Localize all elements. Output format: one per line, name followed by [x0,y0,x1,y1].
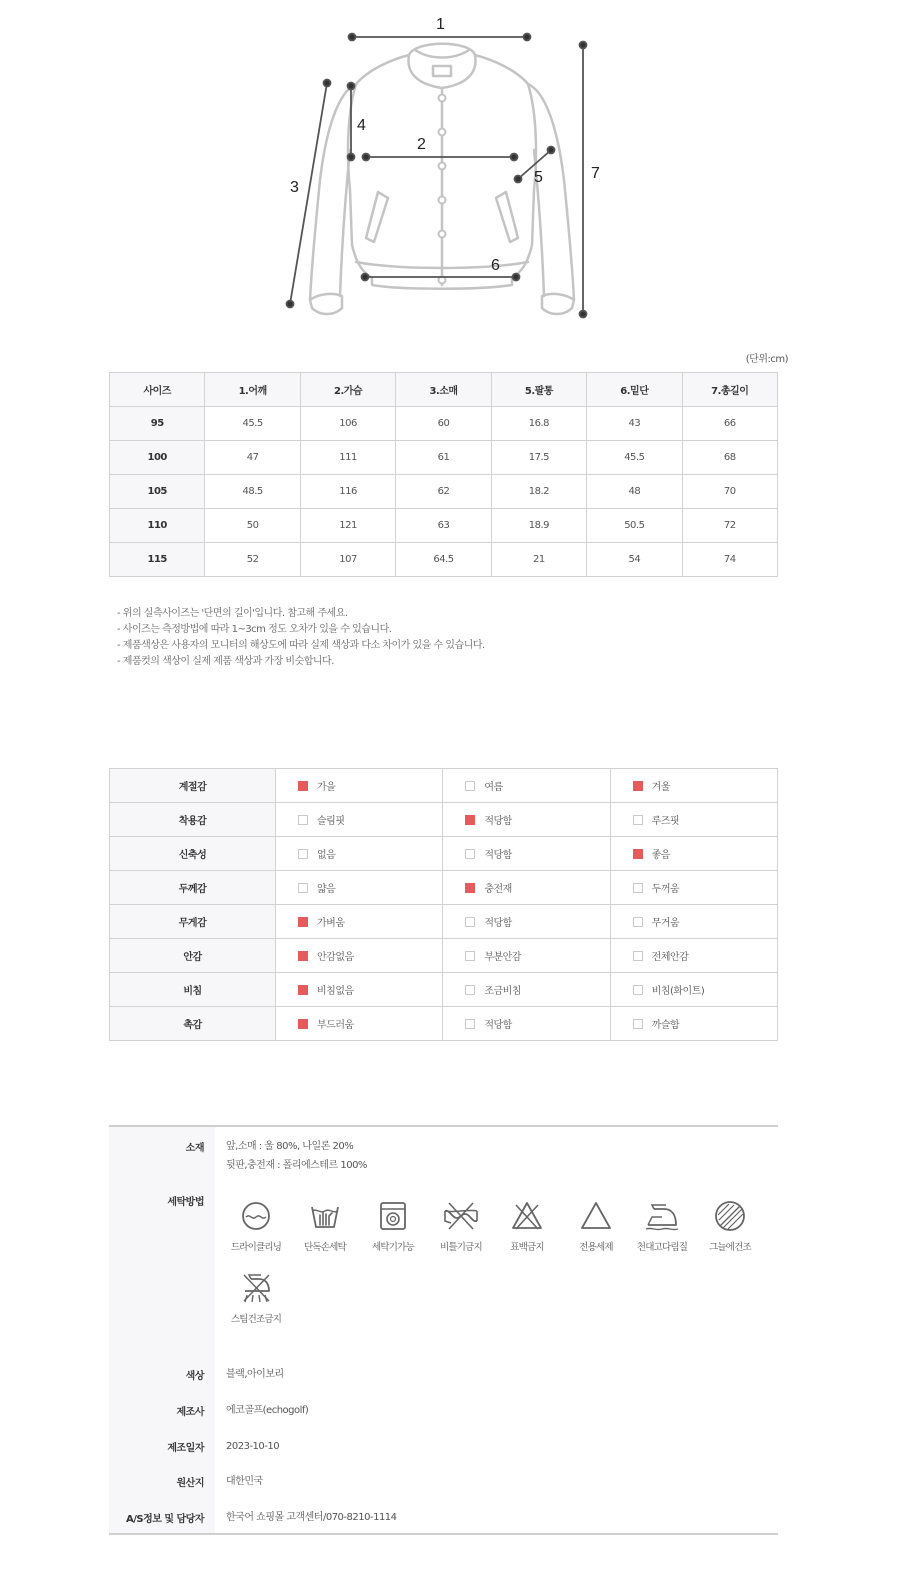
feel-option [298,778,442,793]
table-row [110,1007,778,1041]
size-header-cell: 6.밑단 [587,373,682,407]
size-cell: 110 [110,509,205,543]
feel-row-label: 신축성 [110,837,276,871]
unchecked-box-icon [298,883,308,893]
note-item: - 사이즈는 측정방법에 따라 1~3cm 정도 오차가 있을 수 있습니다. [117,624,392,635]
material-line: 뒷판,충전재 : 폴리에스테르 100% [226,1160,367,1171]
unchecked-box-icon [298,815,308,825]
feel-option-cell [443,1007,610,1041]
size-cell: 115 [110,543,205,577]
iron-with-cloth-icon [642,1199,682,1233]
care-item [221,1199,291,1253]
size-table [109,372,778,577]
unchecked-box-icon [633,985,643,995]
care-item [221,1271,291,1325]
feel-option-cell [276,769,443,803]
feel-option [465,778,609,793]
maker-label: 제조사 [176,1407,204,1418]
feel-option-cell [610,905,777,939]
feel-option-cell [443,939,610,973]
feel-option [633,778,777,793]
feel-option [465,812,609,827]
feel-option-label: 가벼움 [317,918,345,929]
color-value: 블랙,아이보리 [226,1369,284,1380]
date-value: 2023-10-10 [226,1441,280,1452]
table-row [110,407,778,441]
product-info [109,1125,778,1535]
measure-cell: 52 [205,543,300,577]
feel-option [465,880,609,895]
unchecked-box-icon [633,917,643,927]
measure-cell: 111 [300,441,395,475]
feel-option-cell [610,837,777,871]
care-item-label: 단독손세탁 [304,1242,346,1253]
care-item-label: 표백금지 [510,1242,544,1253]
feel-row-label: 촉감 [110,1007,276,1041]
size-header-cell: 1.어깨 [205,373,300,407]
size-cell: 105 [110,475,205,509]
measure-cell: 17.5 [491,441,586,475]
measure-cell: 60 [396,407,491,441]
unchecked-box-icon [298,849,308,859]
feel-option [465,1016,609,1031]
feel-option-label: 겨울 [651,782,670,793]
unit-note: (단위:cm) [745,354,788,365]
table-row [110,973,778,1007]
maker-value: 에코골프(echogolf) [226,1405,309,1416]
measure-cell: 106 [300,407,395,441]
feel-option-label: 적당함 [484,1020,512,1031]
feel-option-cell [610,973,777,1007]
unchecked-box-icon [465,781,475,791]
measure-cell: 63 [396,509,491,543]
feel-option [298,948,442,963]
care-item-label: 스팀건조금지 [230,1314,282,1325]
feel-option-label: 없음 [317,850,336,861]
feel-option-label: 비침(화이트) [651,986,705,997]
care-label: 세탁방법 [167,1197,204,1208]
care-item-label: 세탁기가능 [372,1242,414,1253]
measure-cell: 45.5 [205,407,300,441]
checked-box-icon [298,985,308,995]
feel-option-label: 슬림핏 [317,816,345,827]
measure-cell: 18.2 [491,475,586,509]
jacket-diagram-illustration [0,0,900,340]
as-value: 한국어 쇼핑몰 고객센터/070-8210-1114 [226,1512,397,1523]
feel-option [298,812,442,827]
no-wring-icon [441,1199,481,1233]
hand-wash-icon [308,1199,342,1233]
checked-box-icon [633,849,643,859]
feel-option [633,914,777,929]
feel-option-cell [610,1007,777,1041]
size-header-cell: 3.소매 [396,373,491,407]
dim-label-sleeve: 3 [290,179,299,196]
feel-option-cell [443,905,610,939]
care-item [561,1199,631,1253]
measure-cell: 50.5 [587,509,682,543]
care-item [627,1199,697,1253]
measure-cell: 61 [396,441,491,475]
feel-option [465,948,609,963]
measure-cell: 18.9 [491,509,586,543]
note-item: - 제품컷의 색상이 실제 제품 색상과 가장 비슷합니다. [117,656,334,667]
care-item-label: 천대고다림질 [636,1242,688,1253]
dim-label-armhole: 4 [357,117,366,134]
size-header-cell: 사이즈 [110,373,205,407]
feel-row-label: 비침 [110,973,276,1007]
feel-option-label: 까슬함 [651,1020,680,1031]
feel-option [633,846,777,861]
feel-row-label: 착용감 [110,803,276,837]
feel-option-label: 좋음 [651,850,670,861]
dim-label-sleeve-width: 5 [534,169,543,186]
feel-option-cell [443,769,610,803]
size-cell: 100 [110,441,205,475]
feel-option [298,880,442,895]
feel-option-label: 두꺼움 [651,884,680,895]
table-row [110,769,778,803]
care-item [695,1199,765,1253]
feel-option-label: 적당함 [484,816,512,827]
measure-cell: 43 [587,407,682,441]
unchecked-box-icon [633,1019,643,1029]
unchecked-box-icon [465,1019,475,1029]
feel-option [633,948,777,963]
care-item-label: 드라이클리닝 [230,1242,282,1253]
care-item-label: 전용세제 [579,1242,613,1253]
feel-option-cell [610,871,777,905]
material-line: 앞,소매 : 울 80%, 나일론 20% [226,1141,354,1152]
feel-option-label: 가을 [317,782,336,793]
feel-option-label: 충전재 [484,884,512,895]
measure-cell: 45.5 [587,441,682,475]
measure-cell: 48.5 [205,475,300,509]
feel-option-label: 부드러움 [317,1020,354,1031]
unchecked-box-icon [465,951,475,961]
table-row [110,475,778,509]
checked-box-icon [298,781,308,791]
unchecked-box-icon [633,883,643,893]
feel-option-label: 무거움 [651,918,680,929]
feel-option [633,982,777,997]
feel-option [465,846,609,861]
feel-option-label: 루즈핏 [651,816,680,827]
feel-option-label: 얇음 [317,884,336,895]
size-header-cell: 2.가슴 [300,373,395,407]
measure-cell: 68 [682,441,777,475]
table-row [110,803,778,837]
measure-cell: 74 [682,543,777,577]
size-cell: 95 [110,407,205,441]
feel-option-cell [443,837,610,871]
dim-label-total-length: 7 [591,165,600,182]
dim-label-chest: 2 [417,136,426,153]
unchecked-box-icon [465,849,475,859]
checked-box-icon [298,1019,308,1029]
feel-option-cell [610,769,777,803]
checked-box-icon [298,951,308,961]
measure-cell: 50 [205,509,300,543]
shade-dry-icon [713,1199,747,1233]
table-row [110,939,778,973]
size-header-cell: 5.팔통 [491,373,586,407]
feel-option-cell [276,905,443,939]
care-item-label: 그늘에건조 [709,1242,751,1253]
fabric-feel-table [109,768,778,1041]
feel-option [465,982,609,997]
feel-option-cell [276,837,443,871]
size-notes [117,606,485,670]
feel-option [298,1016,442,1031]
table-row [110,441,778,475]
measure-cell: 66 [682,407,777,441]
unchecked-box-icon [465,985,475,995]
feel-option-label: 조금비침 [484,986,521,997]
measure-cell: 72 [682,509,777,543]
measure-cell: 54 [587,543,682,577]
feel-option-cell [443,973,610,1007]
date-label: 제조일자 [167,1443,204,1454]
table-row [110,543,778,577]
feel-option-cell [276,871,443,905]
washing-machine-icon [376,1199,410,1233]
no-steam-dry-icon [239,1271,273,1305]
color-label: 색상 [185,1371,204,1382]
feel-row-label: 계절감 [110,769,276,803]
measure-cell: 116 [300,475,395,509]
feel-option-cell [610,939,777,973]
feel-option [298,914,442,929]
table-row [110,837,778,871]
feel-option [465,914,609,929]
unchecked-box-icon [465,917,475,927]
feel-option-cell [443,803,610,837]
size-diagram [0,0,900,340]
feel-option-cell [276,1007,443,1041]
care-item [358,1199,428,1253]
feel-option-label: 전체안감 [651,952,689,963]
feel-option [298,982,442,997]
info-label-column [109,1127,215,1533]
measure-cell: 21 [491,543,586,577]
feel-option [633,812,777,827]
unchecked-box-icon [633,951,643,961]
checked-box-icon [465,815,475,825]
feel-option-label: 안감없음 [317,952,354,963]
feel-table-body [110,769,778,1041]
table-row [110,509,778,543]
care-item-label: 비틀기금지 [440,1242,482,1253]
as-label: A/S정보 및 담당자 [125,1514,204,1525]
feel-option [633,1016,777,1031]
feel-option-cell [610,803,777,837]
table-row [110,905,778,939]
dim-label-shoulder: 1 [436,16,445,33]
feel-option [633,880,777,895]
feel-option-cell [276,803,443,837]
note-item: - 위의 실측사이즈는 '단면의 길이'입니다. 참고해 주세요. [117,608,348,619]
material-value [226,1137,367,1175]
no-bleach-icon [510,1199,544,1233]
feel-row-label: 안감 [110,939,276,973]
measure-cell: 70 [682,475,777,509]
size-header-cell: 7.총길이 [682,373,777,407]
origin-label: 원산지 [176,1478,204,1489]
feel-option-label: 여름 [484,782,503,793]
measure-cell: 62 [396,475,491,509]
feel-option-label: 부분안감 [484,952,521,963]
dry-clean-icon [239,1199,273,1233]
dim-label-hem: 6 [491,257,500,274]
care-item [492,1199,562,1253]
feel-option-label: 비침없음 [317,986,354,997]
measure-cell: 47 [205,441,300,475]
feel-option-label: 적당함 [484,918,512,929]
checked-box-icon [633,781,643,791]
checked-box-icon [298,917,308,927]
feel-option [298,846,442,861]
checked-box-icon [465,883,475,893]
measure-cell: 107 [300,543,395,577]
size-table-header-row [110,373,778,407]
care-item [426,1199,496,1253]
feel-option-cell [443,871,610,905]
material-label: 소재 [185,1143,204,1154]
table-row [110,871,778,905]
feel-row-label: 두께감 [110,871,276,905]
measure-cell: 121 [300,509,395,543]
care-item [290,1199,360,1253]
measure-cell: 16.8 [491,407,586,441]
feel-option-cell [276,973,443,1007]
measure-cell: 64.5 [396,543,491,577]
feel-row-label: 무게감 [110,905,276,939]
origin-value: 대한민국 [226,1476,263,1487]
neutral-detergent-icon [579,1199,613,1233]
measure-cell: 48 [587,475,682,509]
unchecked-box-icon [633,815,643,825]
note-item: - 제품색상은 사용자의 모니터의 해상도에 따라 실제 색상과 다소 차이가 있을 수 있습니다. [117,640,485,651]
feel-option-cell [276,939,443,973]
feel-option-label: 적당함 [484,850,512,861]
